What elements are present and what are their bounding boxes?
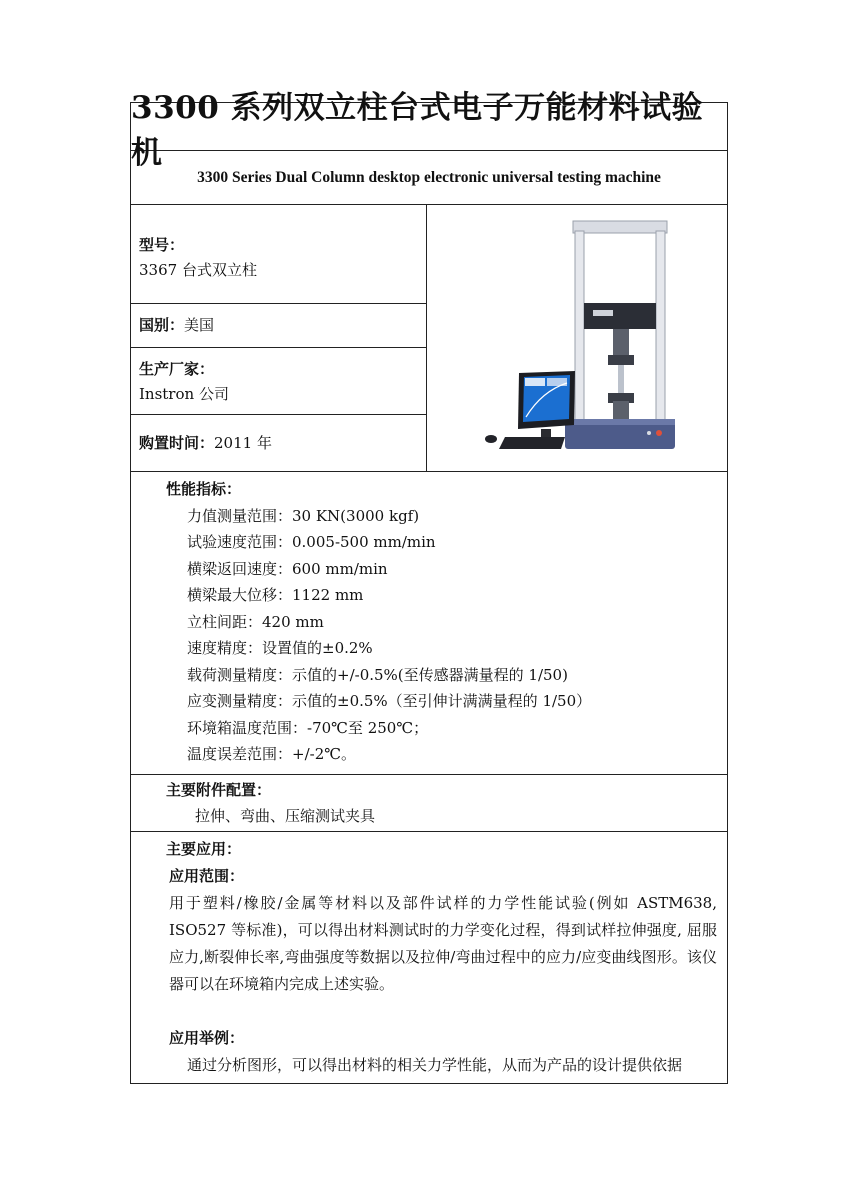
application-heading: 主要应用： [166, 839, 242, 858]
application-section [131, 832, 727, 1083]
maker-value: Instron 公司 [139, 385, 229, 403]
date-cell [131, 415, 426, 471]
accessories-section [131, 775, 727, 832]
info-fields [131, 205, 427, 471]
date-label: 购置时间： [139, 433, 215, 452]
document-title: 3300 系列双立柱台式电子万能材料试验机 [131, 89, 704, 171]
model-label: 型号： [139, 236, 185, 254]
photo-cell [427, 205, 727, 471]
spec-item: 环境箱温度范围：-70℃至 250℃； [187, 718, 429, 737]
spec-item: 载荷测量精度：示值的+/-0.5%(至传感器满量程的 1/50) [187, 665, 568, 684]
accessories-item: 拉伸、弯曲、压缩测试夹具 [195, 806, 376, 825]
country-value: 美国 [184, 316, 215, 334]
accessories-heading: 主要附件配置： [166, 780, 272, 799]
spec-item: 应变测量精度：示值的±0.5%（至引伸计满满量程的 1/50） [187, 692, 592, 710]
maker-cell [131, 348, 426, 415]
country-label: 国别： [139, 316, 185, 334]
model-cell [131, 205, 426, 304]
spec-item: 温度误差范围：+/-2℃。 [187, 745, 357, 763]
title-row [131, 89, 727, 171]
testing-machine-photo-icon [427, 205, 727, 470]
model-value: 3367 台式双立柱 [139, 261, 257, 279]
spec-item: 横梁返回速度：600 mm/min [187, 559, 388, 578]
spec-item: 立柱间距：420 mm [187, 612, 324, 631]
example-heading: 应用举例： [169, 1028, 245, 1047]
spec-item: 速度精度：设置值的±0.2% [187, 639, 373, 657]
country-cell [131, 304, 426, 348]
scope-text: 用于塑料/橡胶/金属等材料以及部件试样的力学性能试验(例如 ASTM638, ISO527 等标准)，可以得出材料测试时的力学变化过程，得到试样拉伸强度, 屈服应力,断裂伸长率,弯曲强度等数据以及拉伸/弯曲过程中的应力/应变曲线图形。该仪器可以在环境箱内完成上述实验。 [169, 893, 717, 993]
performance-specs [131, 472, 727, 775]
section-gap [131, 998, 727, 1025]
spec-item: 试验速度范围：0.005-500 mm/min [187, 533, 436, 551]
date-value: 2011 年 [214, 433, 272, 452]
spec-item: 力值测量范围：30 KN(3000 kgf) [187, 506, 420, 525]
info-block [131, 205, 727, 472]
document-subtitle: 3300 Series Dual Column desktop electronic universal testing machine [197, 168, 661, 186]
subtitle-row [131, 151, 727, 205]
specs-heading: 性能指标： [166, 480, 242, 498]
spec-sheet-table [130, 89, 728, 1084]
spec-item: 横梁最大位移：1122 mm [187, 586, 364, 604]
scope-heading: 应用范围： [169, 866, 245, 885]
example-text: 通过分析图形，可以得出材料的相关力学性能，从而为产品的设计提供依据 [187, 1055, 683, 1074]
maker-label: 生产厂家： [139, 360, 215, 378]
